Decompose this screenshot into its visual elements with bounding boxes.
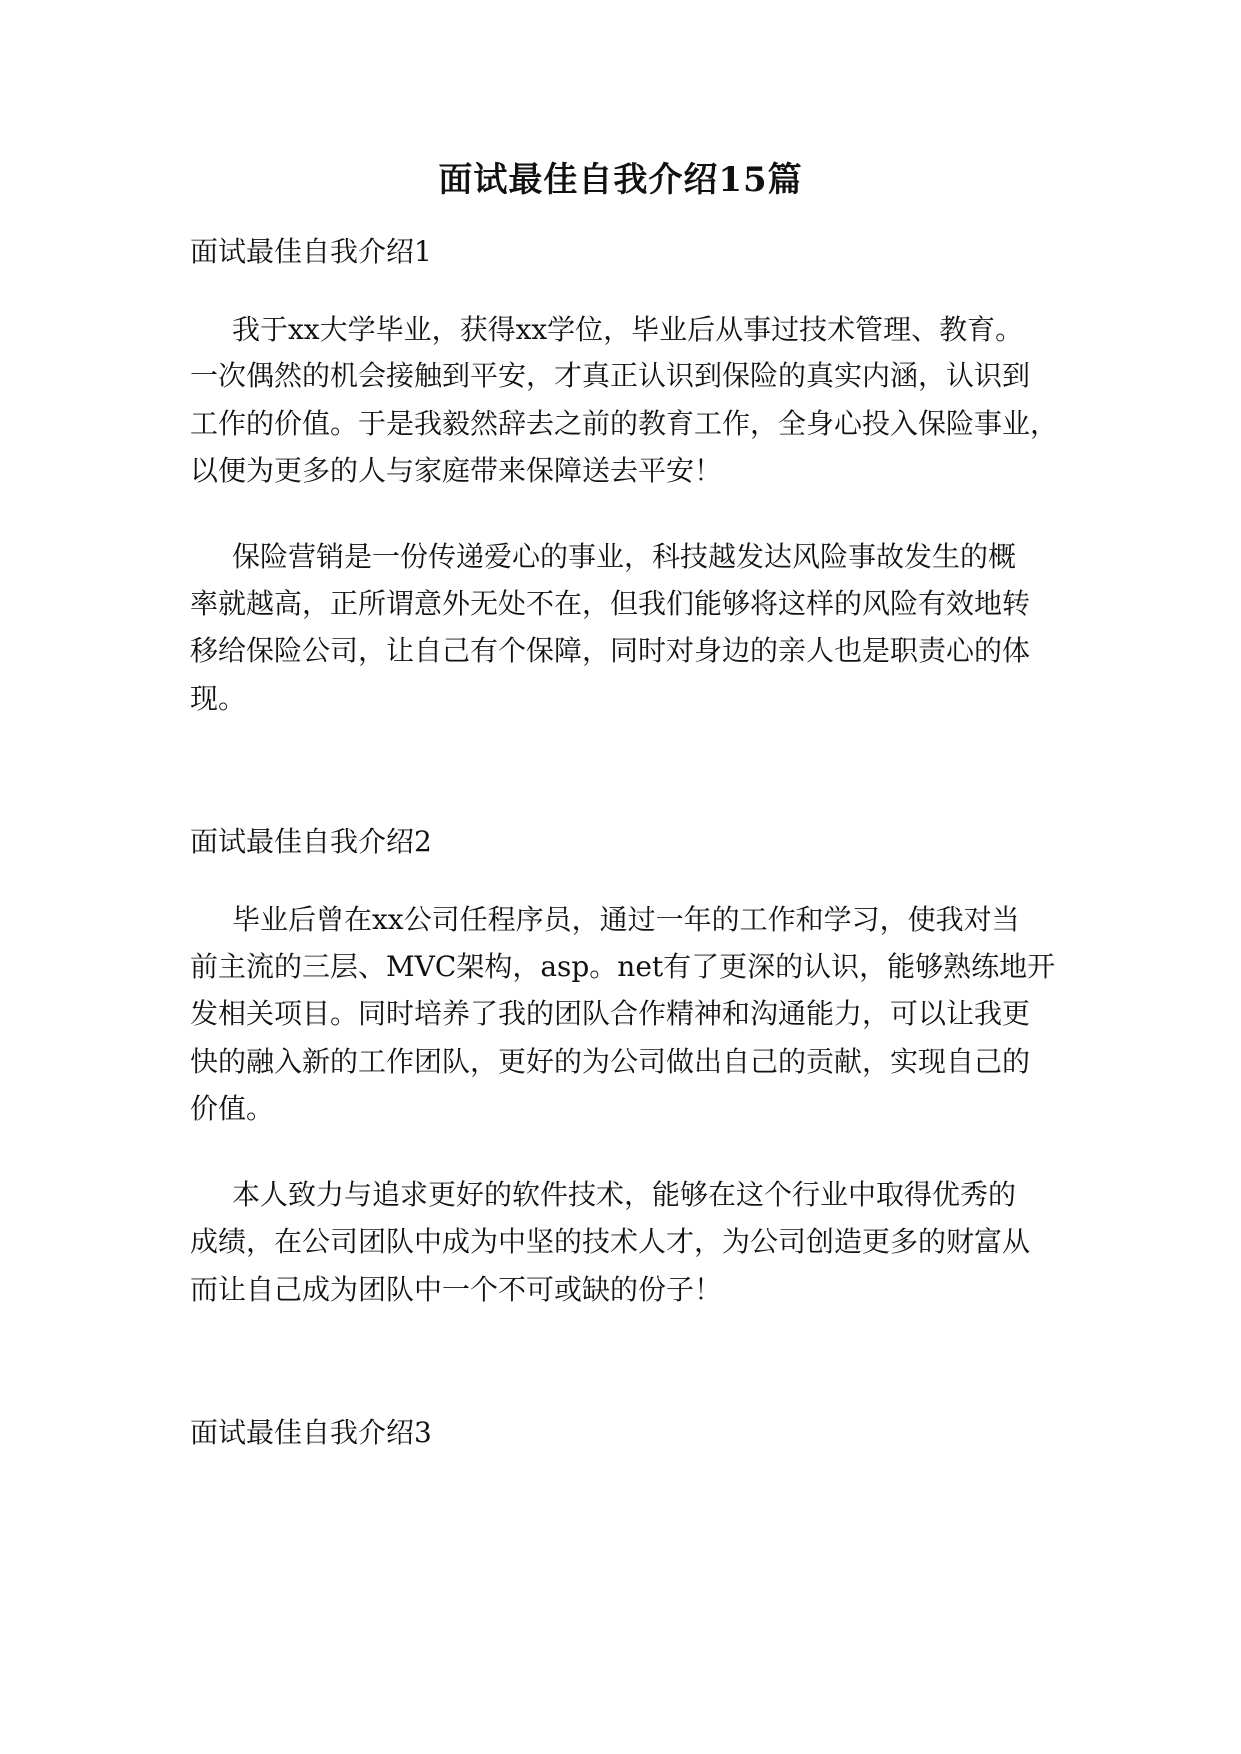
paragraph-line: 我于xx大学毕业，获得xx学位，毕业后从事过技术管理、教育。 (232, 313, 1024, 346)
section-heading-3: 面试最佳自我介绍3 (190, 1416, 432, 1449)
paragraph-line: 发相关项目。同时培养了我的团队合作精神和沟通能力，可以让我更 (190, 997, 1031, 1030)
section-heading-2: 面试最佳自我介绍2 (190, 825, 432, 858)
paragraph-line: 保险营销是一份传递爱心的事业，科技越发达风险事故发生的概 (232, 540, 1017, 573)
paragraph-line: 前主流的三层、MVC架构，asp。net有了更深的认识，能够熟练地开 (190, 950, 1056, 983)
paragraph-line: 工作的价值。于是我毅然辞去之前的教育工作，全身心投入保险事业， (190, 407, 1059, 440)
paragraph-line: 而让自己成为团队中一个不可或缺的份子！ (190, 1273, 723, 1306)
paragraph-line: 成绩，在公司团队中成为中坚的技术人才，为公司创造更多的财富从 (190, 1225, 1031, 1258)
paragraph-line: 以便为更多的人与家庭带来保障送去平安！ (190, 454, 723, 487)
paragraph-line: 现。 (190, 682, 247, 715)
paragraph-line: 快的融入新的工作团队，更好的为公司做出自己的贡献，实现自己的 (190, 1045, 1031, 1078)
document-title: 面试最佳自我介绍15篇 (438, 160, 803, 200)
paragraph-line: 移给保险公司，让自己有个保障，同时对身边的亲人也是职责心的体 (190, 634, 1031, 667)
paragraph-line: 本人致力与追求更好的软件技术，能够在这个行业中取得优秀的 (232, 1178, 1017, 1211)
section-heading-1: 面试最佳自我介绍1 (190, 235, 432, 268)
paragraph-line: 一次偶然的机会接触到平安，才真正认识到保险的真实内涵，认识到 (190, 359, 1031, 392)
paragraph-line: 毕业后曾在xx公司任程序员，通过一年的工作和学习，使我对当 (232, 903, 1020, 936)
paragraph-line: 价值。 (190, 1092, 275, 1125)
paragraph-line: 率就越高，正所谓意外无处不在，但我们能够将这样的风险有效地转 (190, 587, 1031, 620)
